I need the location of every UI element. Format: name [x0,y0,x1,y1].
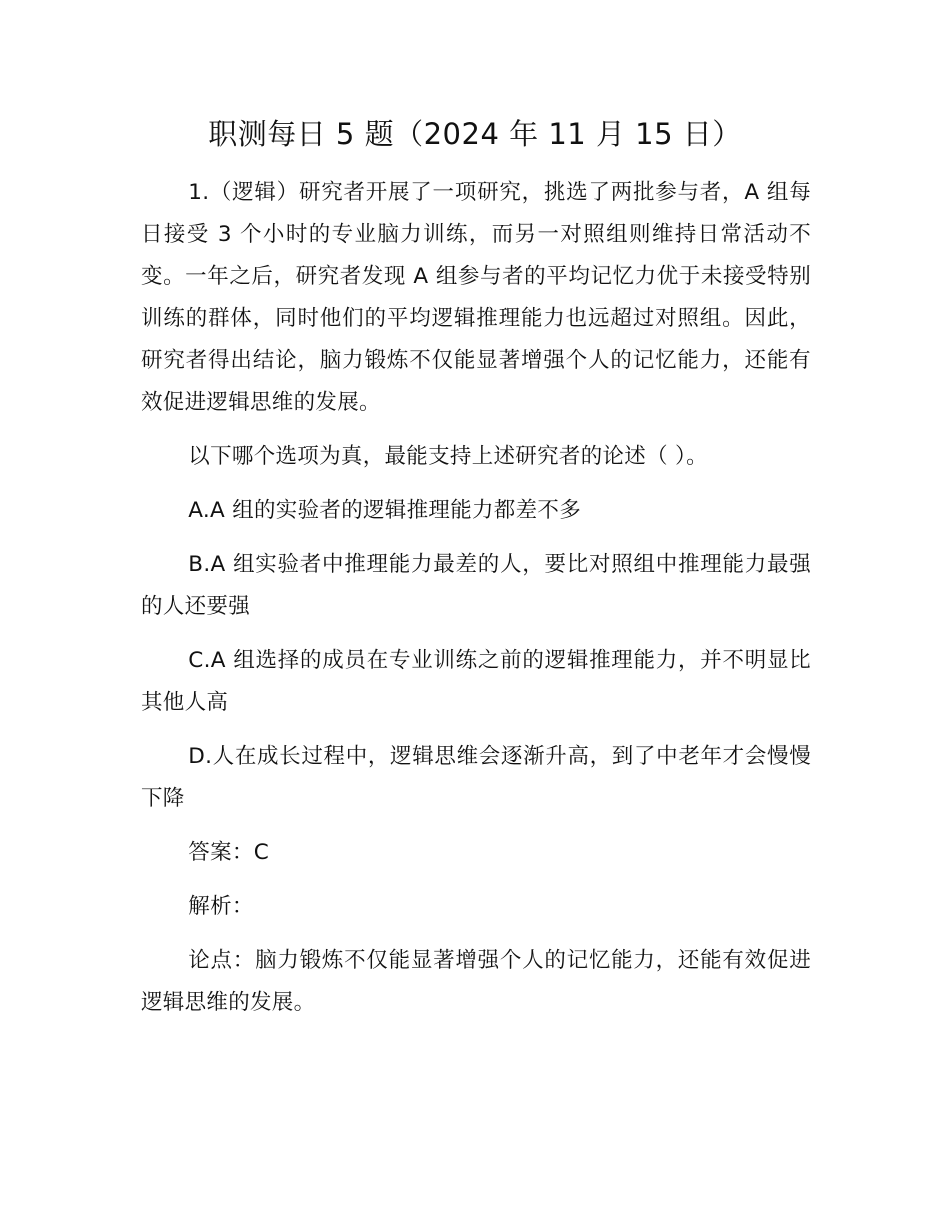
analysis-label: 解析： [188,894,254,919]
document-body [141,172,811,1036]
question-stem: 1.（逻辑）研究者开展了一项研究，挑选了两批参与者，A 组每日接受 3 个小时的专业脑力训练，而另一对照组则维持日常活动不变。一年之后，研究者发现 A 组参与者的平均记忆力优于未接受特别训练的群体，同时他们的平均逻辑推理能力也远超过对照组。因此，研究者得出结论，脑力锻炼不仅能显著增强个人的记忆能力，还能有效促进逻辑思维的发展。 [141,180,811,415]
option-b: B.A 组实验者中推理能力最差的人，要比对照组中推理能力最强的人还要强 [141,552,811,619]
option-c: C.A 组选择的成员在专业训练之前的逻辑推理能力，并不明显比其他人高 [141,648,811,715]
answer-line: 答案：C [188,840,270,865]
question-prompt: 以下哪个选项为真，最能支持上述研究者的论述（ ）。 [188,444,708,469]
option-a: A.A 组的实验者的逻辑推理能力都差不多 [188,498,582,523]
argument-line: 论点：脑力锻炼不仅能显著增强个人的记忆能力，还能有效促进逻辑思维的发展。 [141,948,811,1015]
option-d: D.人在成长过程中，逻辑思维会逐渐升高，到了中老年才会慢慢下降 [141,744,811,811]
document-title: 职测每日 5 题（2024 年 11 月 15 日） [208,117,742,151]
